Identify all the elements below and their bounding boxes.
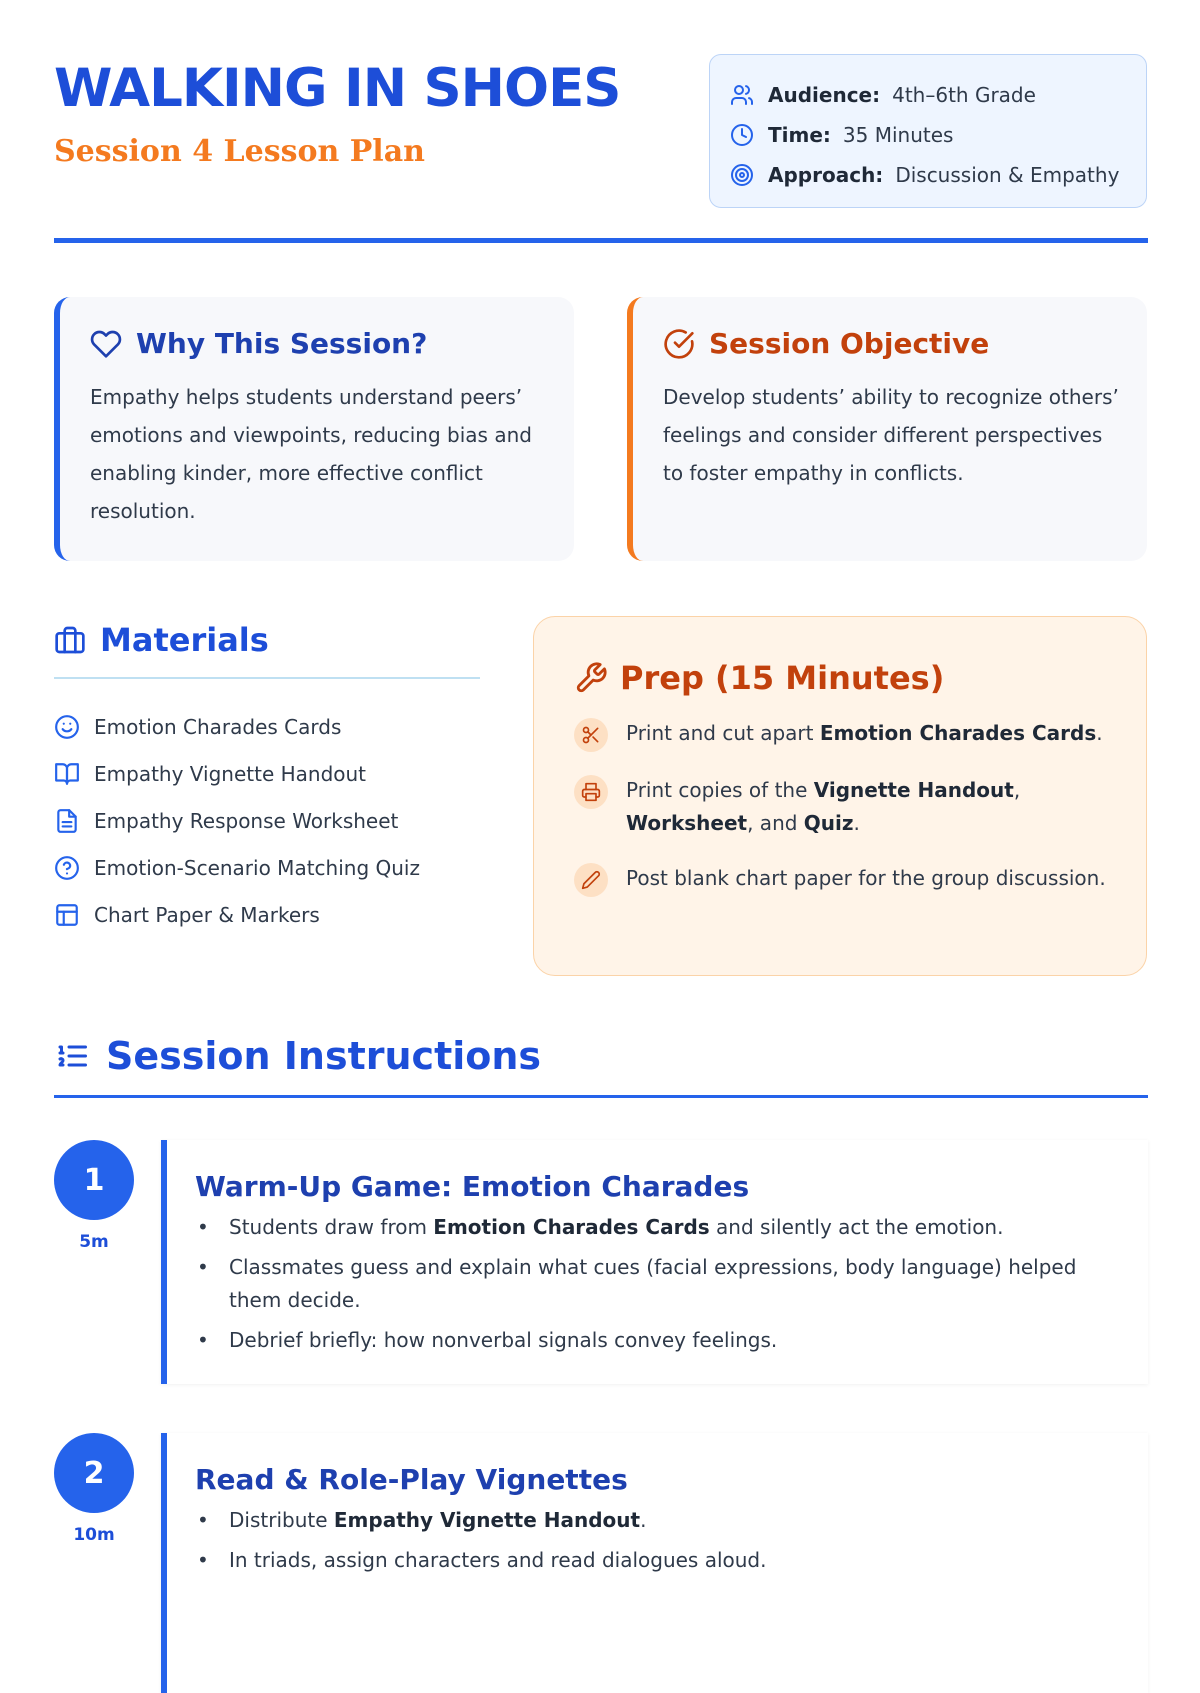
help-circle-icon — [54, 855, 80, 881]
list-item — [54, 891, 480, 938]
material-label: Empathy Vignette Handout — [94, 761, 367, 786]
step-number-badge: 1 — [54, 1140, 134, 1220]
meta-approach-label: Approach: — [768, 163, 884, 187]
material-label: Empathy Response Worksheet — [94, 808, 399, 833]
scissors-icon — [581, 725, 601, 745]
materials-title: Materials — [100, 621, 269, 659]
step-bullets — [195, 1211, 1120, 1357]
step-title: Read & Role-Play Vignettes — [195, 1463, 628, 1496]
why-session-title: Why This Session? — [136, 327, 428, 360]
instructions-divider — [54, 1095, 1148, 1098]
session-objective-title: Session Objective — [709, 327, 990, 360]
page-subtitle: Session 4 Lesson Plan — [54, 134, 425, 169]
material-label: Emotion-Scenario Matching Quiz — [94, 855, 420, 880]
file-text-icon — [54, 808, 80, 834]
header — [54, 52, 1148, 242]
step-duration: 5m — [79, 1232, 109, 1252]
list-item: • Distribute Empathy Vignette Handout. — [195, 1504, 1120, 1537]
list-item — [54, 750, 480, 797]
session-instructions-section — [54, 1030, 1148, 1572]
session-objective-card — [627, 297, 1147, 561]
session-meta-box — [709, 54, 1147, 208]
materials-list — [54, 703, 480, 938]
step-card — [161, 1140, 1148, 1384]
material-label: Emotion Charades Cards — [94, 714, 342, 739]
prep-card — [533, 616, 1147, 976]
why-session-card — [54, 297, 574, 561]
meta-time — [730, 115, 1126, 155]
wrench-icon — [574, 661, 608, 695]
step-card — [161, 1433, 1148, 1693]
book-open-icon — [54, 761, 80, 787]
header-divider — [54, 238, 1148, 243]
prep-text: Print and cut apart Emotion Charades Cards. — [626, 721, 1103, 745]
meta-approach-value: Discussion & Empathy — [895, 163, 1120, 187]
step-title: Warm-Up Game: Emotion Charades — [195, 1170, 750, 1203]
list-item: • In triads, assign characters and read dialogues aloud. — [195, 1544, 1120, 1577]
meta-audience-value: 4th–6th Grade — [892, 83, 1036, 107]
prep-text: Post blank chart paper for the group discussion. — [626, 866, 1106, 890]
printer-icon — [581, 782, 601, 802]
material-label: Chart Paper & Markers — [94, 902, 320, 927]
list-item: • Debrief briefly: how nonverbal signals convey feelings. — [195, 1324, 1120, 1357]
list-item — [54, 703, 480, 750]
meta-audience-label: Audience: — [768, 83, 881, 107]
meta-approach — [730, 155, 1126, 195]
step-duration: 10m — [73, 1525, 115, 1545]
prep-title: Prep (15 Minutes) — [620, 659, 945, 697]
smile-icon — [54, 714, 80, 740]
clock-icon — [730, 123, 754, 147]
briefcase-icon — [54, 624, 86, 656]
meta-audience — [730, 75, 1126, 115]
pencil-icon — [581, 870, 601, 890]
step-number-badge: 2 — [54, 1433, 134, 1513]
list-item — [54, 844, 480, 891]
layout-icon — [54, 902, 80, 928]
target-icon — [730, 163, 754, 187]
list-ordered-icon — [54, 1038, 90, 1074]
prep-item — [574, 774, 1106, 840]
why-session-body: Empathy helps students understand peers’ emotions and viewpoints, reducing bias and enabling kinder, more effective conflict resolution. — [90, 385, 532, 523]
list-item: • Students draw from Emotion Charades Cards and silently act the emotion. — [195, 1211, 1120, 1244]
list-item — [54, 797, 480, 844]
step-bullets — [195, 1504, 1120, 1577]
materials-divider — [54, 677, 480, 679]
check-circle-icon — [663, 328, 695, 360]
prep-text: Print copies of the Vignette Handout, Worksheet, and Quiz. — [626, 778, 1021, 835]
heart-icon — [90, 328, 122, 360]
session-objective-body: Develop students’ ability to recognize others’ feelings and consider different perspectives to foster empathy in conflicts. — [663, 385, 1119, 485]
prep-badge — [574, 718, 608, 752]
list-item: • Classmates guess and explain what cues (facial expressions, body language) helped them decide. — [195, 1251, 1120, 1317]
meta-time-value: 35 Minutes — [842, 123, 954, 147]
session-instructions-title: Session Instructions — [106, 1034, 542, 1078]
users-icon — [730, 83, 754, 107]
materials-section — [54, 616, 480, 938]
prep-item — [574, 862, 1106, 897]
prep-badge — [574, 775, 608, 809]
meta-time-label: Time: — [768, 123, 831, 147]
page-title: WALKING IN SHOES — [54, 58, 621, 119]
prep-badge — [574, 863, 608, 897]
prep-item — [574, 717, 1106, 752]
